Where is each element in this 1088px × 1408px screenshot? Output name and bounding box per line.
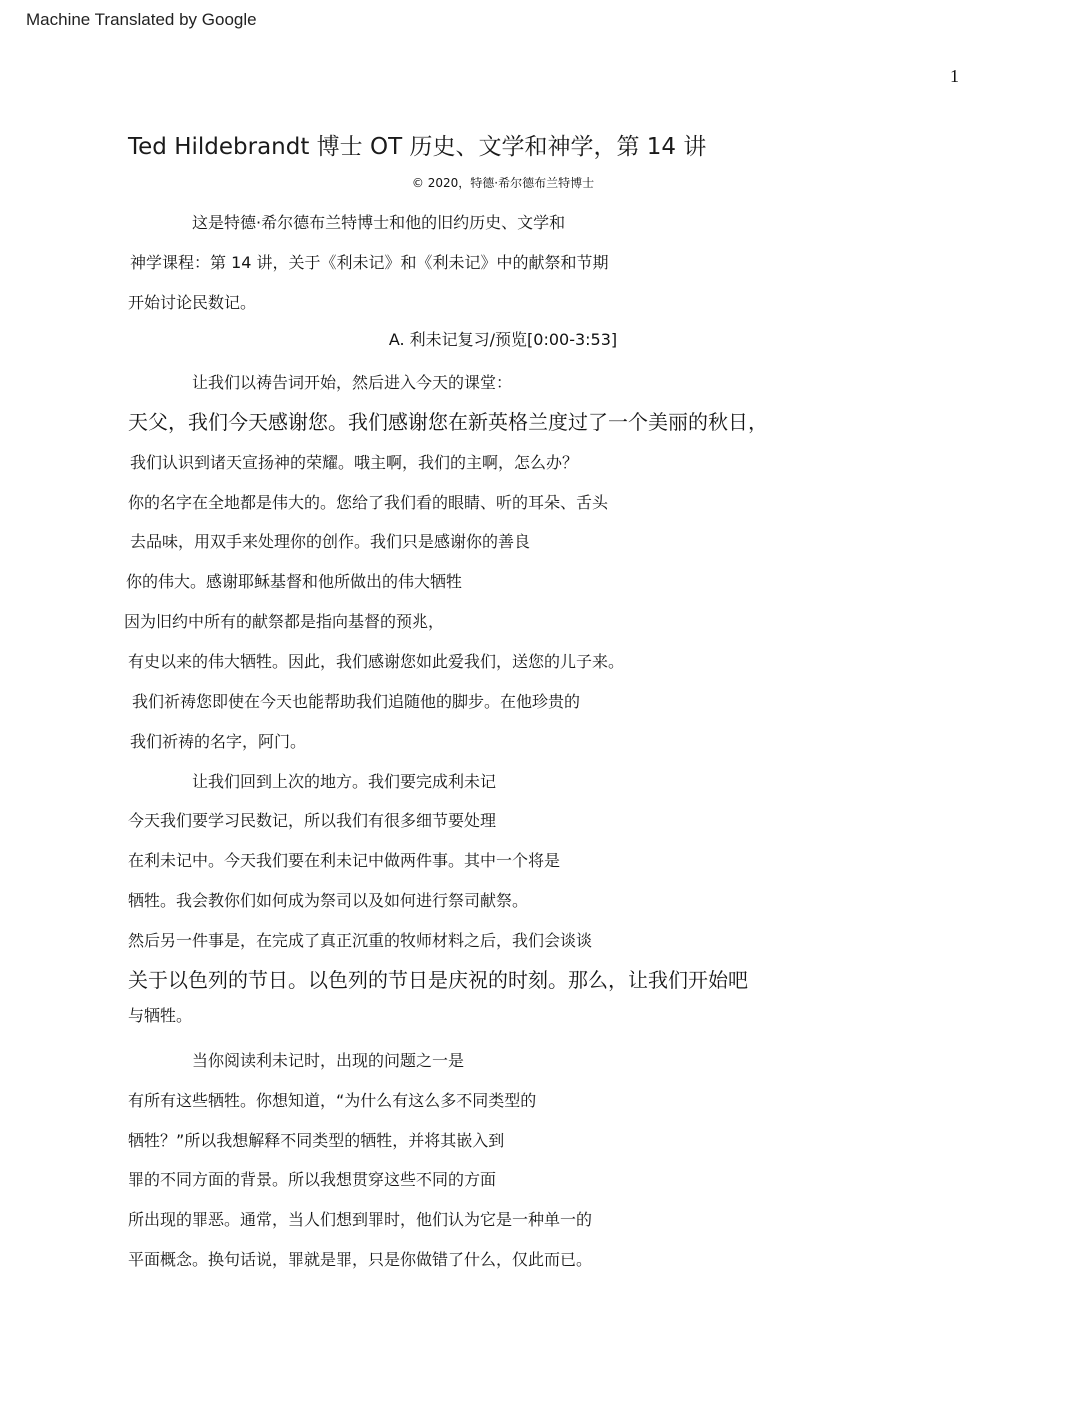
machine-translation-banner: Machine Translated by Google (26, 10, 257, 29)
paragraph-line: 然后另一件事是，在完成了真正沉重的牧师材料之后，我们会谈谈 (128, 931, 593, 950)
paragraph-line: 牺牲？”所以我想解释不同类型的牺牲，并将其嵌入到 (128, 1131, 505, 1150)
section-heading: A. 利未记复习/预览[0:00-3:53] (388, 330, 618, 349)
paragraph-line: 平面概念。换句话说，罪就是罪，只是你做错了什么，仅此而已。 (128, 1250, 593, 1269)
copyright-notice: © 2020，特德·希尔德布兰特博士 (411, 176, 595, 190)
paragraph-line: 与牺牲。 (128, 1006, 193, 1025)
paragraph-line: 你的伟大。感谢耶稣基督和他所做出的伟大牺牲 (126, 572, 463, 591)
paragraph-line: 牺牲。我会教你们如何成为祭司以及如何进行祭司献祭。 (128, 891, 529, 910)
paragraph-line: 天父，我们今天感谢您。我们感谢您在新英格兰度过了一个美丽的秋日， (128, 410, 768, 434)
paragraph-line: 罪的不同方面的背景。所以我想贯穿这些不同的方面 (128, 1170, 497, 1189)
paragraph-line: 神学课程：第 14 讲，关于《利未记》和《利未记》中的献祭和节期 (130, 253, 609, 272)
paragraph-line: 你的名字在全地都是伟大的。您给了我们看的眼睛、听的耳朵、舌头 (128, 493, 609, 512)
paragraph-line: 当你阅读利未记时，出现的问题之一是 (192, 1051, 465, 1070)
paragraph-line: 开始讨论民数记。 (128, 293, 257, 312)
paragraph-line: 让我们回到上次的地方。我们要完成利未记 (192, 772, 497, 791)
page-number: 1 (950, 66, 959, 86)
paragraph-line: 我们认识到诸天宣扬神的荣耀。哦主啊，我们的主啊，怎么办？ (130, 453, 579, 472)
paragraph-line: 关于以色列的节日。以色列的节日是庆祝的时刻。那么，让我们开始吧 (128, 968, 748, 992)
document-title: Ted Hildebrandt 博士 OT 历史、文学和神学，第 14 讲 (128, 134, 707, 160)
paragraph-line: 有所有这些牺牲。你想知道，“为什么有这么多不同类型的 (128, 1091, 537, 1110)
paragraph-line: 有史以来的伟大牺牲。因此，我们感谢您如此爱我们，送您的儿子来。 (128, 652, 625, 671)
paragraph-line: 去品味，用双手来处理你的创作。我们只是感谢你的善良 (130, 532, 531, 551)
paragraph-line: 因为旧约中所有的献祭都是指向基督的预兆， (124, 612, 445, 631)
paragraph-line: 今天我们要学习民数记，所以我们有很多细节要处理 (128, 811, 497, 830)
paragraph-line: 这是特德·希尔德布兰特博士和他的旧约历史、文学和 (192, 213, 566, 232)
paragraph-line: 我们祈祷您即使在今天也能帮助我们追随他的脚步。在他珍贵的 (132, 692, 581, 711)
paragraph-line: 在利未记中。今天我们要在利未记中做两件事。其中一个将是 (128, 851, 561, 870)
paragraph-line: 让我们以祷告词开始，然后进入今天的课堂： (192, 373, 513, 392)
paragraph-line: 我们祈祷的名字，阿门。 (130, 732, 307, 751)
paragraph-line: 所出现的罪恶。通常，当人们想到罪时，他们认为它是一种单一的 (128, 1210, 593, 1229)
